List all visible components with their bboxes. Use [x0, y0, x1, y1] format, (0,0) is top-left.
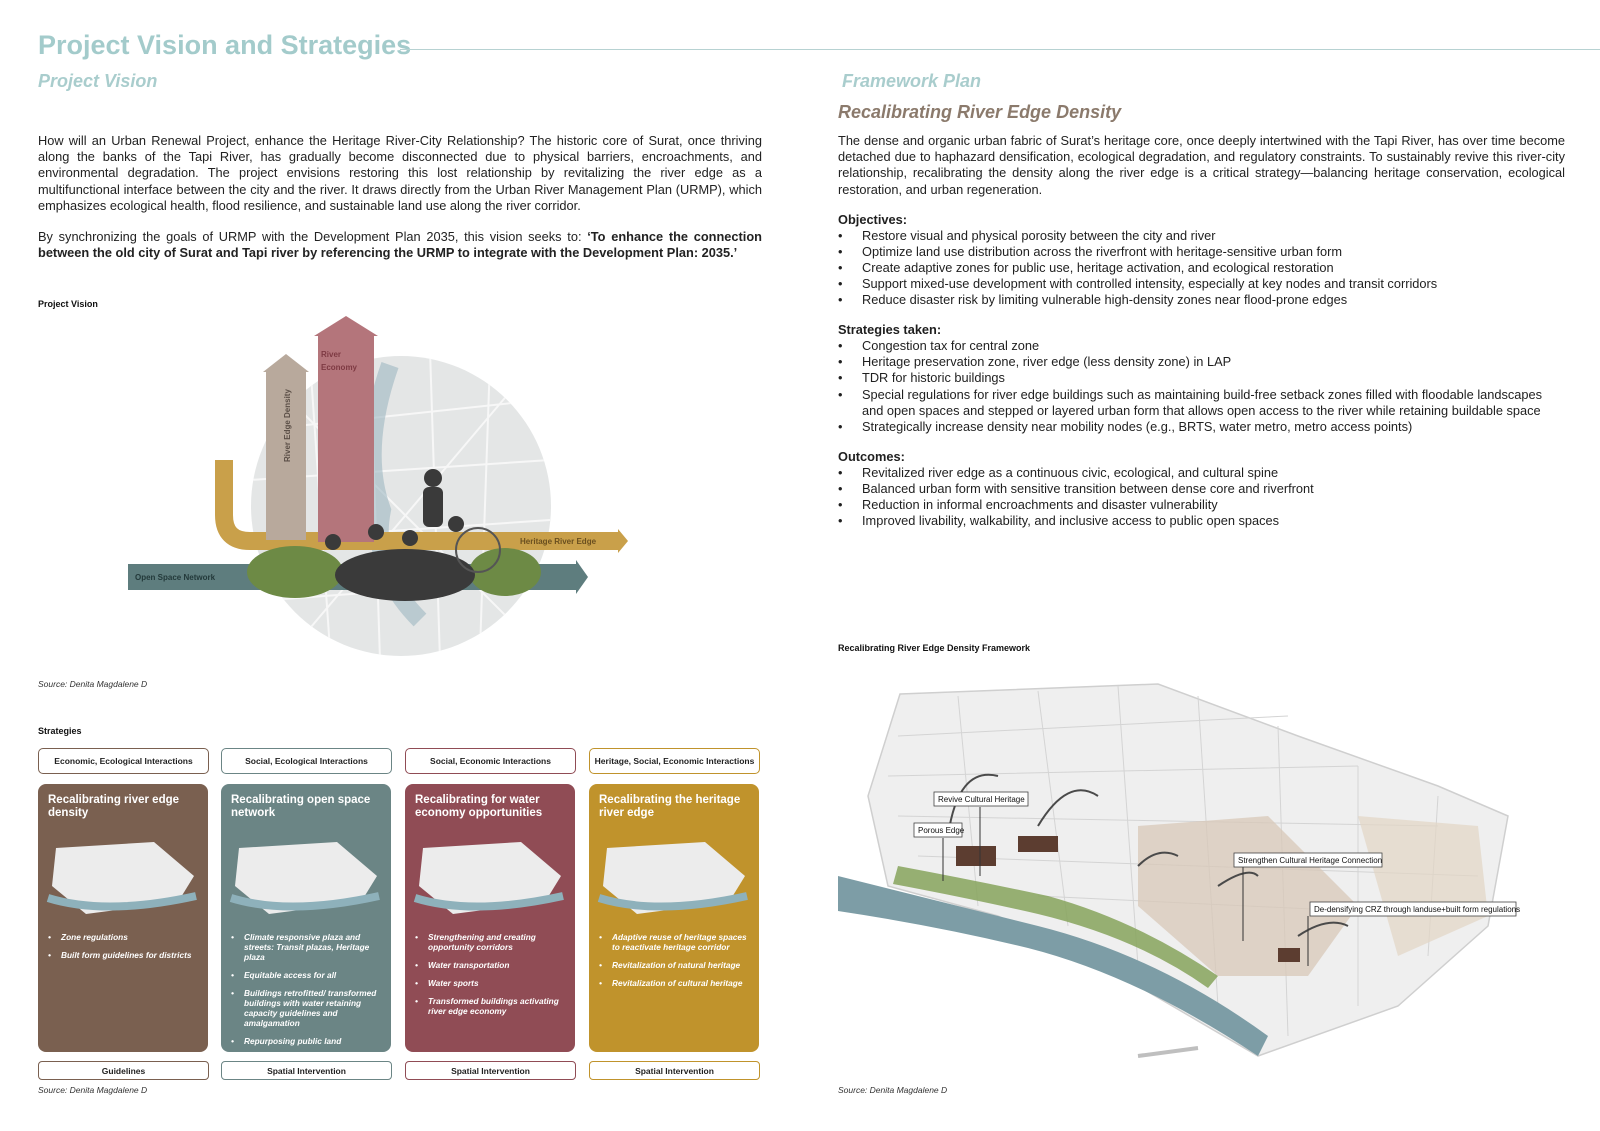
framework-map-caption: Recalibrating River Edge Density Framework [838, 643, 1031, 653]
list-item: • Strengthening and creating opportunity corridors [415, 932, 567, 952]
strategy-card-map [597, 836, 751, 922]
river-economy-label-line2: Economy [321, 363, 358, 372]
list-item: • Reduce disaster risk by limiting vulnerable high-density zones near flood-prone edges [838, 292, 1565, 308]
strategy-card-2 [221, 784, 391, 1052]
strategy-card-4 [589, 784, 759, 1052]
strategy-card-title: Recalibrating open space network [231, 794, 371, 819]
list-item: • Support mixed-use development with controlled intensity, especially at key nodes and transit corridors [838, 276, 1565, 292]
bridge [1138, 1048, 1198, 1056]
strategy-tag-4: Heritage, Social, Economic Interactions [589, 748, 760, 774]
river-economy-label-line1: River [321, 350, 342, 359]
list-item: • Revitalization of cultural heritage [599, 978, 751, 988]
vision-heading: Project Vision [38, 71, 158, 91]
open-space-network-label: Open Space Network [135, 573, 216, 582]
strategy-card-map [46, 836, 200, 922]
strategy-bottom-tag-4: Spatial Intervention [589, 1061, 760, 1080]
list-item: • Climate responsive plaza and streets: Transit plazas, Heritage plaza [231, 932, 383, 962]
framework-intro: The dense and organic urban fabric of Surat’s heritage core, once deeply intertwined with the Tapi River, has over time become detached due to haphazard densification, ecological degradation, and regulatory constraints. To sustainably revive this river-city relationship, recalibrating the density along the river edge is a critical strategy—balancing heritage conservation, ecological restoration, and urban regeneration. [838, 133, 1565, 197]
outcomes-list [838, 465, 1565, 529]
vision-source: Source: Denita Magdalene D [38, 679, 148, 689]
list-item: • Buildings retrofitted/ transformed buildings with water retaining capacity guidelines and amalgamation [231, 988, 383, 1028]
strategy-tag-3: Social, Economic Interactions [405, 748, 576, 774]
dedensify-label: De-densifying CRZ through landuse+built form regulations [1314, 905, 1521, 914]
list-item: • Improved livability, walkability, and inclusive access to public open spaces [838, 513, 1565, 529]
strategy-card-3 [405, 784, 575, 1052]
revive-label: Revive Cultural Heritage [938, 795, 1025, 804]
list-item: • Restore visual and physical porosity between the city and river [838, 228, 1565, 244]
strategy-card-title: Recalibrating the heritage river edge [599, 794, 741, 819]
strategy-bottom-tag-2: Spatial Intervention [221, 1061, 392, 1080]
page-title: Project Vision and Strategies [38, 30, 412, 60]
list-item: • Special regulations for river edge buildings such as maintaining build-free setback zones filled with floodable landscapes and open spaces and stepped or layered urban form that allows open access to the river while retaining buildable space [838, 387, 1565, 419]
heritage-river-edge-label: Heritage River Edge [520, 537, 597, 546]
vision-paragraph-2 [38, 229, 762, 261]
strategy-bottom-tag-1: Guidelines [38, 1061, 209, 1080]
outcomes-title: Outcomes: [838, 448, 905, 464]
list-item: • Strategically increase density near mobility nodes (e.g., BRTS, water metro, metro access points) [838, 419, 1565, 435]
strategies-caption: Strategies [38, 726, 82, 736]
framework-text [838, 133, 1565, 529]
strategies-taken-title: Strategies taken: [838, 322, 942, 338]
strategy-card-items [231, 932, 383, 1054]
strategy-card-map [229, 836, 383, 922]
framework-heading: Framework Plan [842, 71, 982, 91]
framework-source: Source: Denita Magdalene D [838, 1085, 948, 1095]
framework-map [838, 676, 1548, 1080]
vision-paragraph-1: How will an Urban Renewal Project, enhance the Heritage River-City Relationship? The historic core of Surat, once thriving along the banks of the Tapi River, has gradually become disconnected due to physical barriers, encroachments, and environmental degradation. The project envisions restoring this lost relationship by revitalizing the river edge as a multifunctional interface between the city and the river. It draws directly from the Urban River Management Plan (URMP), which emphasizes ecological health, flood resilience, and sustainable land use along the river corridor. [38, 133, 762, 213]
objectives-list [838, 228, 1565, 308]
vision-illustration [120, 310, 640, 670]
strategy-card-title: Recalibrating for water economy opportunities [415, 794, 543, 819]
vision-figure-caption: Project Vision [38, 299, 98, 309]
river-edge-density-label: River Edge Density [283, 389, 292, 462]
strategy-card-items [48, 932, 200, 968]
porous-label: Porous Edge [918, 826, 965, 835]
list-item: • Optimize land use distribution across the riverfront with heritage-sensitive urban form [838, 244, 1565, 260]
list-item: • Balanced urban form with sensitive transition between dense core and riverfront [838, 481, 1565, 497]
list-item: • Heritage preservation zone, river edge (less density zone) in LAP [838, 354, 1565, 370]
strengthen-label: Strengthen Cultural Heritage Connection [1238, 856, 1383, 865]
strategy-tag-2: Social, Ecological Interactions [221, 748, 392, 774]
list-item: • Water sports [415, 978, 567, 988]
list-item: • Create adaptive zones for public use, heritage activation, and ecological restoration [838, 260, 1565, 276]
vision-statement: ‘To enhance the connection between the old city of Surat and Tapi river by referencing the URMP to integrate with the Development Plan: 2035.’ [38, 229, 762, 261]
strategy-bottom-tag-3: Spatial Intervention [405, 1061, 576, 1080]
list-item: • Transformed buildings activating river edge economy [415, 996, 567, 1016]
vision-paragraph-2-plain: By synchronizing the goals of URMP with the Development Plan 2035, this vision seeks to: [38, 229, 588, 244]
title-divider [400, 49, 1600, 50]
strategies-taken-list [838, 338, 1565, 435]
list-item: • TDR for historic buildings [838, 370, 1565, 386]
strategy-card-title: Recalibrating river edge density [48, 794, 180, 819]
list-item: • Reduction in informal encroachments and disaster vulnerability [838, 497, 1565, 513]
strategies-source: Source: Denita Magdalene D [38, 1085, 148, 1095]
list-item: • Adaptive reuse of heritage spaces to reactivate heritage corridor [599, 932, 751, 952]
strategy-card-map [413, 836, 567, 922]
strategy-card-1 [38, 784, 208, 1052]
list-item: • Revitalized river edge as a continuous civic, ecological, and cultural spine [838, 465, 1565, 481]
list-item: • Built form guidelines for districts [48, 950, 200, 960]
list-item: • Revitalization of natural heritage [599, 960, 751, 970]
objectives-title: Objectives: [838, 211, 907, 227]
vegetation-left [247, 546, 343, 598]
list-item: • Repurposing public land [231, 1036, 383, 1046]
list-item: • Congestion tax for central zone [838, 338, 1565, 354]
list-item: • Equitable access for all [231, 970, 383, 980]
list-item: • Zone regulations [48, 932, 200, 942]
framework-subheading: Recalibrating River Edge Density [838, 102, 1122, 122]
list-item: • Water transportation [415, 960, 567, 970]
strategy-card-items [599, 932, 751, 996]
strategy-tag-1: Economic, Ecological Interactions [38, 748, 209, 774]
strategy-card-items [415, 932, 567, 1024]
